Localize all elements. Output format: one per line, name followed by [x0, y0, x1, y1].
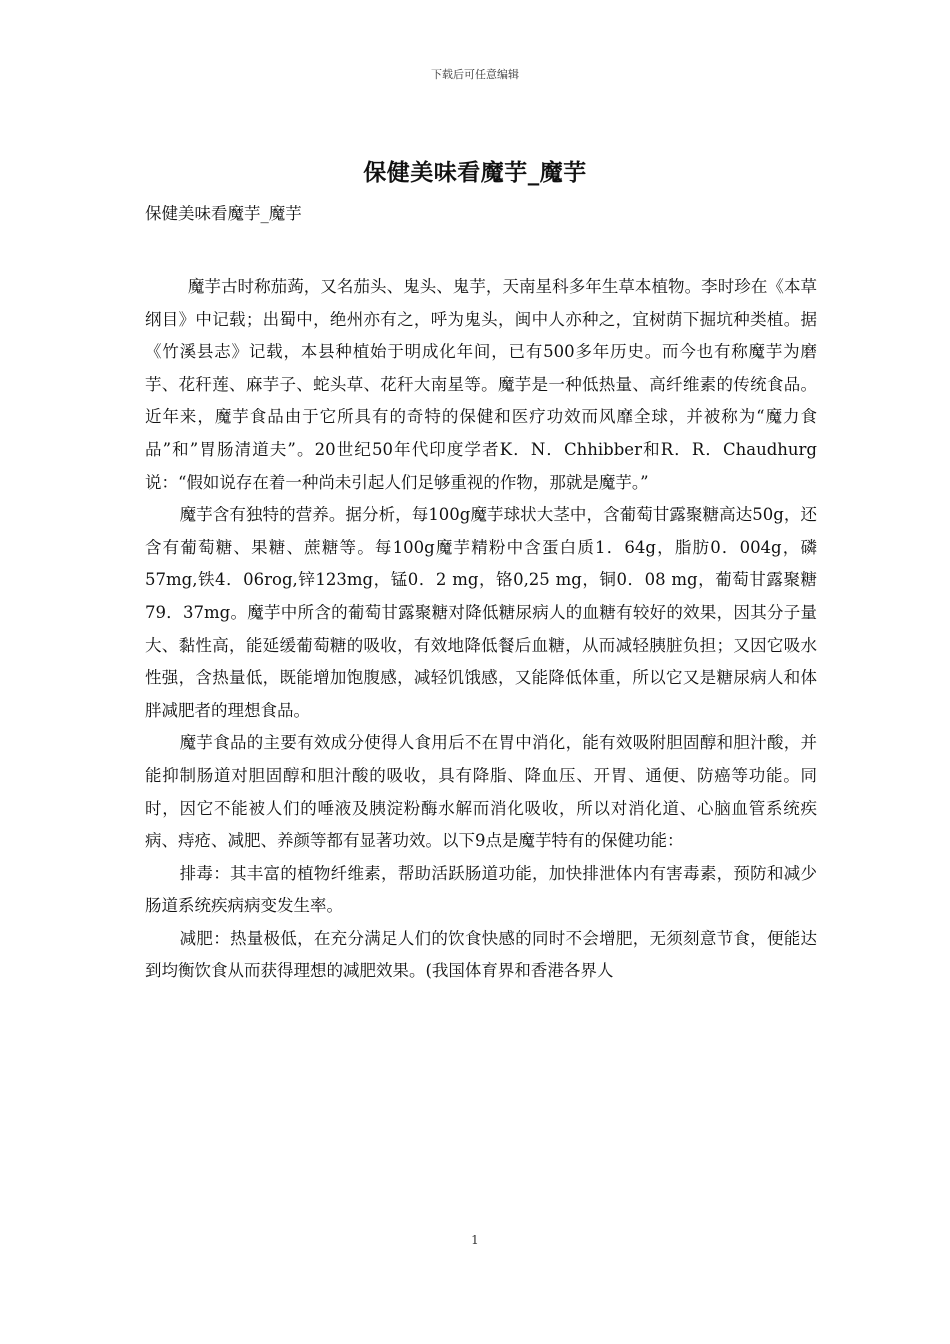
document-subtitle: 保健美味看魔芋_魔芋	[145, 204, 302, 223]
paragraph-nutrition: 魔芋含有独特的营养。据分析，每100g魔芋球状大茎中，含葡萄甘露聚糖高达50g，还含有葡萄糖、果糖、蔗糖等。每100g魔芋精粉中含蛋白质1．64g，脂肪0．004g，磷57mg,铁4．06rog,锌123mg，锰0．2 mg，铬0,25 mg，铜0．08 mg，葡萄甘露聚糖79．37mg。魔芋中所含的葡萄甘露聚糖对降低糖尿病人的血糖有较好的效果，因其分子量大、黏性高，能延缓葡萄糖的吸收，有效地降低餐后血糖，从而减轻胰脏负担；又因它吸水性强，含热量低，既能增加饱腹感，减轻饥饿感，又能降低体重，所以它又是糖尿病人和体胖减肥者的理想食品。	[145, 505, 817, 720]
document-body	[145, 271, 817, 988]
document-title: 保健美味看魔芋_魔芋	[363, 159, 587, 186]
paragraph-weight-loss: 减肥：热量极低，在充分满足人们的饮食快感的同时不会增肥，无须刻意节食，便能达到均衡饮食从而获得理想的减肥效果。(我国体育界和香港各界人	[145, 928, 817, 981]
paragraph-detox: 排毒：其丰富的植物纤维素，帮助活跃肠道功能，加快排泄体内有害毒素，预防和减少肠道系统疾病病变发生率。	[145, 863, 817, 916]
page-number: 1	[471, 1233, 479, 1247]
paragraph-intro: 魔芋古时称茄蒟，又名茄头、鬼头、鬼芋，天南星科多年生草本植物。李时珍在《本草纲目》中记载；出蜀中，绝州亦有之，呼为鬼头，闽中人亦种之，宜树荫下掘坑种类植。据《竹溪县志》记载，本县种植始于明成化年间，已有500多年历史。而今也有称魔芋为磨芋、花秆莲、麻芋子、蛇头草、花秆大南星等。魔芋是一种低热量、高纤维素的传统食品。近年来，魔芋食品由于它所具有的奇特的保健和医疗功效而风靡全球，并被称为“魔力食品”和”胃肠清道夫”。20世纪50年代印度学者K．N．Chhibber和R．R．Chaudhurg说：“假如说存在着一种尚未引起人们足够重视的作物，那就是魔芋。”	[145, 277, 817, 492]
paragraph-functions: 魔芋食品的主要有效成分使得人食用后不在胃中消化，能有效吸附胆固醇和胆汁酸，并能抑制肠道对胆固醇和胆汁酸的吸收，具有降脂、降血压、开胃、通便、防癌等功能。同时，因它不能被人们的唾液及胰淀粉酶水解而消化吸收，所以对消化道、心脑血管系统疾病、痔疮、减肥、养颜等都有显著功效。以下9点是魔芋特有的保健功能：	[145, 733, 817, 851]
page-header: 下载后可任意编辑	[431, 68, 519, 81]
